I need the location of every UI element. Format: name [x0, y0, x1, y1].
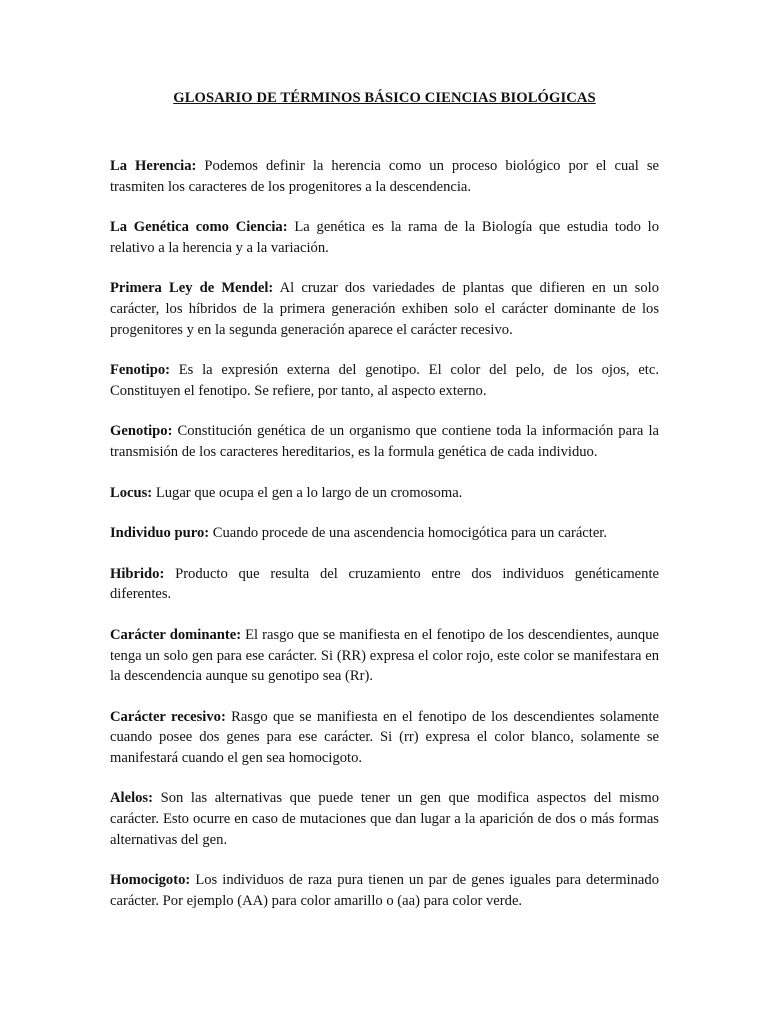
entry-definition: Producto que resulta del cruzamiento entre dos individuos genéticamente diferentes. [110, 565, 659, 603]
entry-definition: Al cruzar dos variedades de plantas que difieren en un solo carácter, los híbridos de la primera generación exhiben solo el carácter dominante de los progenitores y en la segunda generación aparece el carácter recesivo. [110, 280, 659, 338]
entry-term: La Herencia: [110, 158, 197, 174]
entry-term: Fenotipo: [110, 362, 170, 379]
entry-definition: El rasgo que se manifiesta en el fenotipo de los descendientes, aunque tenga un solo gen para ese carácter. Si (RR) expresa el color rojo, este color se manifestara en la descendencia aunque su genotipo sea (Rr). [110, 626, 660, 685]
entry-term: Alelos: [110, 790, 153, 807]
entry-definition: La genética es la rama de la Biología que estudia todo lo relativo a la herencia y a la variación. [110, 219, 659, 256]
entry-term: Hibrido: [110, 565, 165, 582]
entry-definition: Los individuos de raza pura tienen un par de genes iguales para determinado carácter. Por ejemplo (AA) para color amarillo o (aa) para color verde. [110, 872, 659, 909]
entry-definition: Cuando procede de una ascendencia homocigótica para un carácter. [209, 525, 608, 542]
glossary-entry-hibrido [110, 564, 659, 605]
glossary-entry-genotipo [110, 421, 659, 462]
entry-term: La Genética como Ciencia: [110, 219, 288, 236]
glossary-entry-individuo-puro [110, 523, 659, 544]
entry-term: Individuo puro: [110, 525, 210, 542]
glossary-entry-herencia [110, 156, 659, 197]
glossary-entry-homocigoto [110, 870, 659, 911]
entry-term: Homocigoto: [110, 872, 191, 889]
entry-definition: Rasgo que se manifiesta en el fenotipo de los descendientes solamente cuando posee dos genes para ese carácter. Si (rr) expresa el color blanco, solamente se manifestará cuando el gen sea homocigoto. [110, 708, 659, 766]
glossary-entry-fenotipo [110, 360, 659, 401]
entry-definition: Son las alternativas que puede tener un gen que modifica aspectos del mismo carácter. Esto ocurre en caso de mutaciones que dan lugar a la aparición de dos o más formas alternativas del gen. [110, 790, 659, 848]
document-page [110, 88, 659, 931]
glossary-entry-locus [110, 483, 659, 504]
entry-definition: Constitución genética de un organismo que contiene toda la información para la transmisión de los caracteres hereditarios, es la formula genética de cada individuo. [110, 423, 659, 460]
entry-term: Carácter recesivo: [110, 708, 226, 725]
glossary-entry-alelos [110, 788, 659, 850]
entry-term: Locus: [110, 484, 153, 501]
glossary-entry-caracter-recesivo [110, 707, 659, 769]
entry-definition: Lugar que ocupa el gen a lo largo de un cromosoma. [152, 484, 463, 501]
glossary-entry-genetica [110, 217, 659, 258]
entry-term: Carácter dominante: [110, 626, 242, 643]
entry-term: Primera Ley de Mendel: [110, 280, 274, 297]
entry-term: Genotipo: [110, 423, 173, 440]
entry-definition: Es la expresión externa del genotipo. El color del pelo, de los ojos, etc. Constituyen el fenotipo. Se refiere, por tanto, al aspecto externo. [110, 362, 659, 399]
document-title: GLOSARIO DE TÉRMINOS BÁSICO CIENCIAS BIOLÓGICAS [173, 90, 596, 106]
entry-definition: Podemos definir la herencia como un proceso biológico por el cual se trasmiten los caracteres de los progenitores a la descendencia. [110, 158, 659, 195]
glossary-entry-caracter-dominante [110, 625, 659, 687]
glossary-entry-mendel [110, 278, 659, 340]
